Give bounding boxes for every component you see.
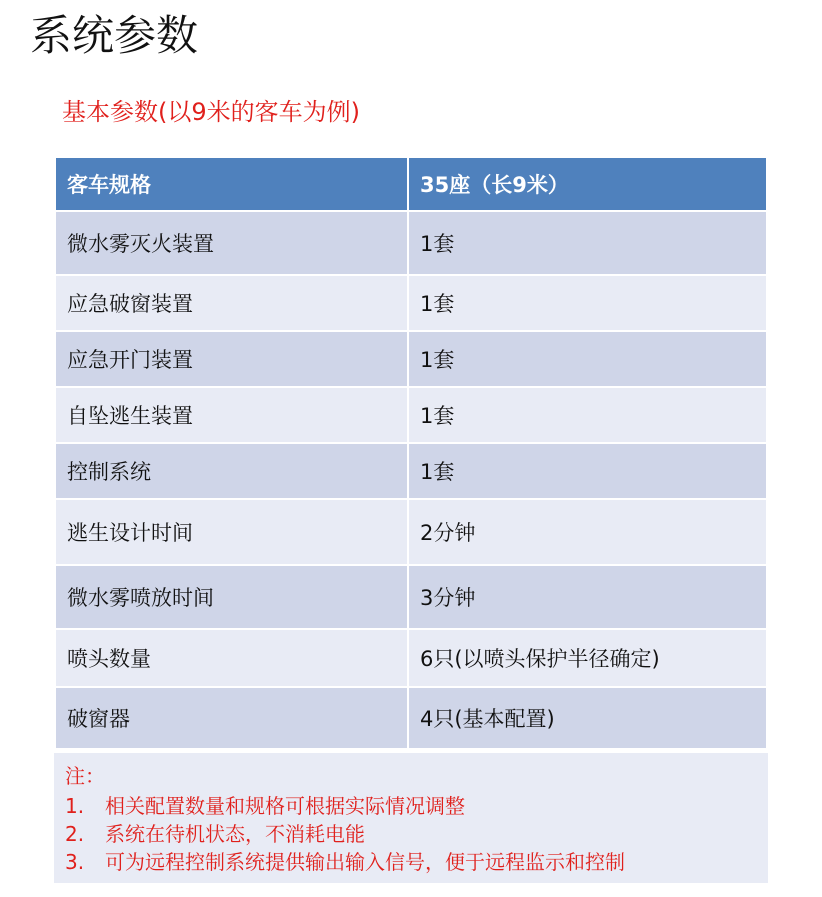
table-row: [55, 387, 767, 443]
row-item: 微水雾灭火装置: [55, 211, 408, 275]
table-row: [55, 443, 767, 499]
row-value: 1套: [408, 211, 767, 275]
row-item: 应急破窗装置: [55, 275, 408, 331]
row-value: 1套: [408, 387, 767, 443]
note-number: 1.: [65, 794, 85, 818]
row-item: 喷头数量: [55, 629, 408, 687]
note-number: 2.: [65, 822, 85, 846]
notes-label: 注：: [65, 764, 105, 788]
row-value: 2分钟: [408, 499, 767, 565]
table-row: [55, 687, 767, 749]
table-row: [55, 211, 767, 275]
row-item: 控制系统: [55, 443, 408, 499]
note-text: 系统在待机状态，不消耗电能: [105, 822, 365, 846]
note-number: 3.: [65, 850, 85, 874]
row-item: 破窗器: [55, 687, 408, 749]
table-row: [55, 499, 767, 565]
page-title: 系统参数: [30, 11, 199, 60]
row-item: 自坠逃生装置: [55, 387, 408, 443]
table-row: [55, 331, 767, 387]
table-row: [55, 565, 767, 629]
row-item: 应急开门装置: [55, 331, 408, 387]
note-item: [65, 847, 625, 877]
header-value: 35座（长9米）: [408, 157, 767, 211]
spec-table: [54, 156, 768, 750]
header-item: 客车规格: [55, 157, 408, 211]
row-value: 1套: [408, 331, 767, 387]
note-text: 相关配置数量和规格可根据实际情况调整: [105, 794, 465, 818]
notes-box: [54, 753, 768, 883]
note-item: [65, 791, 465, 821]
row-value: 6只(以喷头保护半径确定): [408, 629, 767, 687]
table-row: [55, 275, 767, 331]
row-item: 逃生设计时间: [55, 499, 408, 565]
row-value: 1套: [408, 443, 767, 499]
note-text: 可为远程控制系统提供输出输入信号，便于远程监示和控制: [105, 850, 625, 874]
row-value: 3分钟: [408, 565, 767, 629]
row-item: 微水雾喷放时间: [55, 565, 408, 629]
row-value: 4只(基本配置): [408, 687, 767, 749]
table-row: [55, 629, 767, 687]
subtitle: 基本参数(以9米的客车为例): [62, 98, 360, 126]
table-header-row: [55, 157, 767, 211]
row-value: 1套: [408, 275, 767, 331]
note-item: [65, 819, 365, 849]
